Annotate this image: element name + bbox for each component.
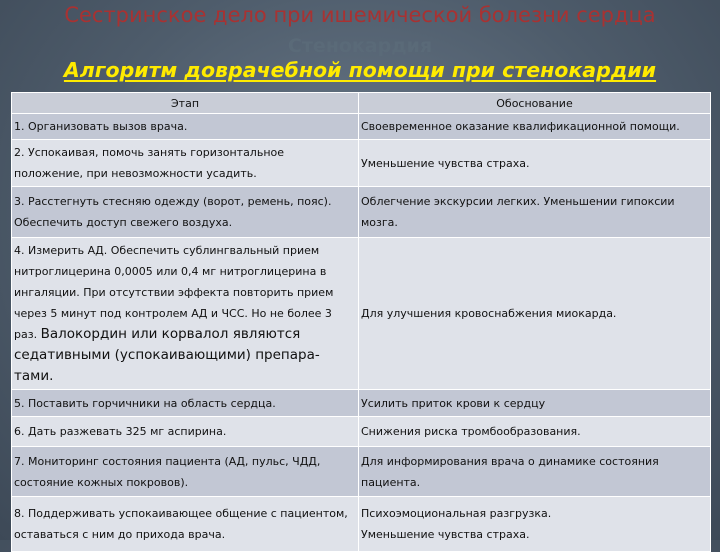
table-row: [12, 114, 711, 140]
step-cell: 6. Дать разжевать 325 мг аспирина.: [12, 417, 359, 447]
step-cell: 2. Успокаивая, помочь занять горизонтальное положение, при невозможности усадить.: [12, 140, 359, 187]
reason-cell: Усилить приток крови к сердцу: [359, 390, 711, 417]
step-cell: 1. Организовать вызов врача.: [12, 114, 359, 140]
table-row: [12, 187, 711, 238]
table-row: [12, 447, 711, 497]
slide-heading: Алгоритм доврачебной помощи при стенокардии: [63, 58, 657, 82]
reason-cell: Для информирования врача о динамике состояния пациента.: [359, 447, 711, 497]
reason-cell: Снижения риска тромбообразования.: [359, 417, 711, 447]
table-row: [12, 238, 711, 390]
step-cell: [12, 238, 359, 390]
reason-cell: Своевременное оказание квалификационной помощи.: [359, 114, 711, 140]
step-cell: 8. Поддерживать успокаивающее общение с пациентом, оставаться с ним до прихода врача.: [12, 497, 359, 552]
table-row: [12, 140, 711, 187]
table-row: [12, 417, 711, 447]
step-cell: 7. Мониторинг состояния пациента (АД, пульс, ЧДД, состояние кожных покровов).: [12, 447, 359, 497]
reason-cell: Уменьшение чувства страха.: [359, 140, 711, 187]
header-step: Этап: [12, 93, 359, 114]
table-row: [12, 390, 711, 417]
reason-cell: [359, 497, 711, 552]
step-text: 4. Измерить АД. Обеспечить сублингвальный прием нитроглицерина 0,0005 или 0,4 мг нитроглицерина в ингаляции. При отсутствии эффекта повторить прием через 5 минут под контролем АД и ЧСС. Но не более 3 раз.: [14, 244, 334, 341]
slide-subtitle: Стенокардия: [287, 35, 433, 57]
slide-title: Сестринское дело при ишемической болезни сердца: [64, 3, 656, 27]
step-note: Валокордин или корвалол являются седативными (успокаивающими) препара-тами.: [14, 326, 320, 384]
header-reason: Обоснование: [359, 93, 711, 114]
reason-text: Психоэмоциональная разгрузка.: [361, 507, 552, 520]
table-header-row: [12, 93, 711, 114]
step-cell: 3. Расстегнуть стесняю одежду (ворот, ремень, пояс). Обеспечить доступ свежего воздуха.: [12, 187, 359, 238]
algorithm-table: [11, 92, 711, 552]
reason-cell: Для улучшения кровоснабжения миокарда.: [359, 238, 711, 390]
table-row: [12, 497, 711, 552]
reason-cell: Облегчение экскурсии легких. Уменьшении гипоксии мозга.: [359, 187, 711, 238]
reason-text-extra: Уменьшение чувства страха.: [361, 528, 530, 541]
step-cell: 5. Поставить горчичники на область сердца.: [12, 390, 359, 417]
